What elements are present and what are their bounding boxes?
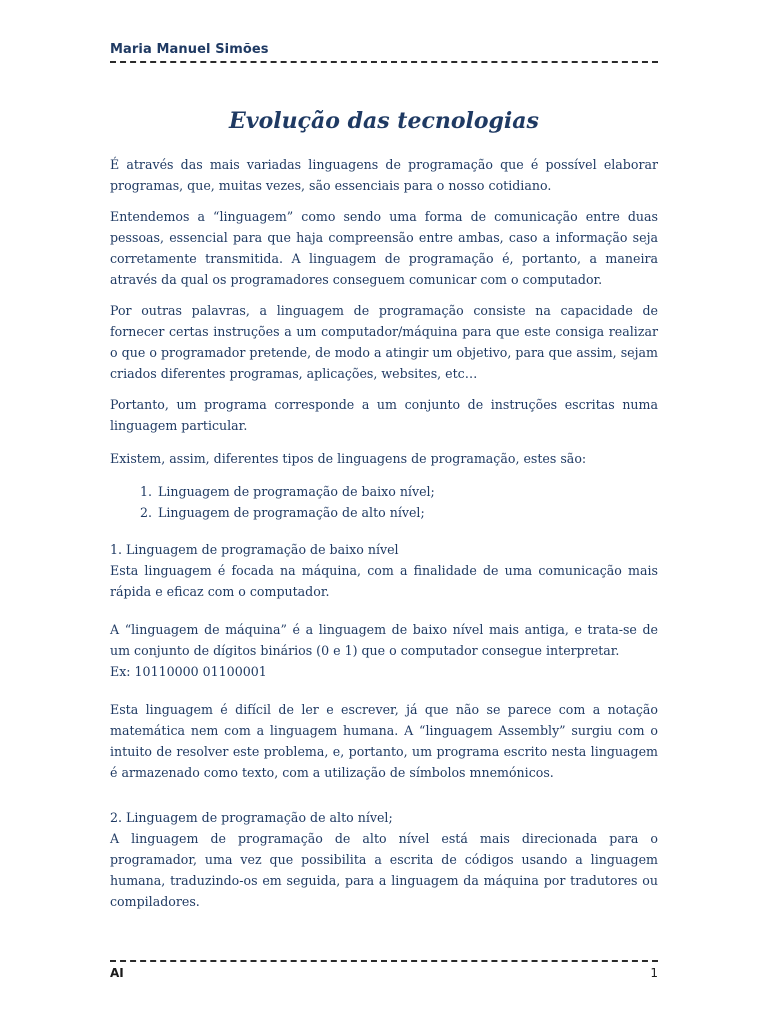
document-body	[110, 154, 658, 912]
paragraph-linguagem-definition: Entendemos a “linguagem” como sendo uma forma de comunicação entre duas pessoas, essencial para que haja compreensão entre ambas, caso a informação seja corretamente transmitida. A linguagem de programação é, portanto, a maneira através da qual os programadores conseguem comunicar com o computador.	[110, 209, 658, 287]
footer-divider	[110, 960, 658, 962]
binary-example: Ex: 10110000 01100001	[110, 664, 267, 679]
page-number: 1	[650, 966, 658, 980]
document-page	[110, 0, 658, 1024]
paragraph-other-words: Por outras palavras, a linguagem de programação consiste na capacidade de fornecer certas instruções a um computador/máquina para que este consiga realizar o que o programador pretende, de modo a atingir um objetivo, para que assim, sejam criados diferentes programas, aplicações, websites, etc…	[110, 303, 658, 381]
paragraph-intro: É através das mais variadas linguagens de programação que é possível elaborar programas, que, muitas vezes, são essenciais para o nosso cotidiano.	[110, 157, 658, 193]
paragraph-high-level: A linguagem de programação de alto nível está mais direcionada para o programador, uma vez que possibilita a escrita de códigos usando a linguagem humana, traduzindo-os em seguida, para a linguagem da máquina por tradutores ou compiladores.	[110, 831, 658, 909]
section-heading-low-level: 1. Linguagem de programação de baixo nível	[110, 542, 399, 557]
list-item: 1. Linguagem de programação de baixo nível;	[156, 481, 658, 502]
paragraph-types-intro: Existem, assim, diferentes tipos de linguagens de programação, estes são:	[110, 451, 587, 466]
paragraph-machine-language: A “linguagem de máquina” é a linguagem de baixo nível mais antiga, e trata-se de um conjunto de dígitos binários (0 e 1) que o computador consegue interpretar.	[110, 622, 658, 658]
paragraph-assembly: Esta linguagem é difícil de ler e escrever, já que não se parece com a notação matemática nem com a linguagem humana. A “linguagem Assembly” surgiu com o intuito de resolver este problema, e, portanto, um programa escrito nesta linguagem é armazenado como texto, com a utilização de símbolos mnemónicos.	[110, 702, 658, 780]
paragraph-program: Portanto, um programa corresponde a um conjunto de instruções escritas numa linguagem particular.	[110, 397, 658, 433]
header-author: Maria Manuel Simões	[110, 42, 269, 57]
document-title: Evolução das tecnologias	[229, 108, 539, 134]
header-divider	[110, 61, 658, 63]
language-types-list	[110, 481, 658, 523]
footer-label: AI	[110, 966, 124, 980]
list-item: 2. Linguagem de programação de alto nível;	[156, 502, 658, 523]
paragraph-low-level-focus: Esta linguagem é focada na máquina, com a finalidade de uma comunicação mais rápida e eficaz com o computador.	[110, 563, 658, 599]
section-heading-high-level: 2. Linguagem de programação de alto nível;	[110, 810, 393, 825]
